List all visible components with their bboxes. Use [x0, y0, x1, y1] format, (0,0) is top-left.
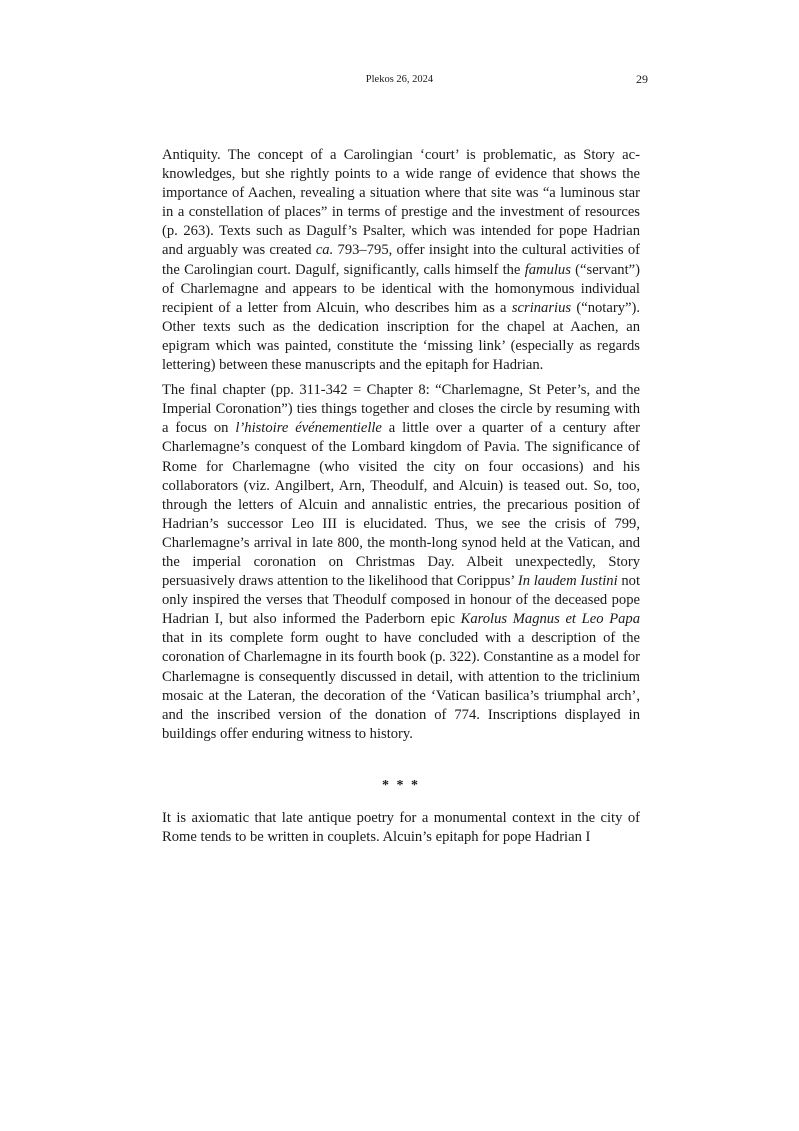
page-number: 29 — [636, 72, 648, 86]
italic-text: l’histoire événementielle — [235, 420, 382, 437]
running-head: Plekos 26, 2024 — [365, 74, 434, 85]
text-run: Antiquity. The concept of a Carolingian ‘court’ is problematic, as Story acknowledges, but she rightly points to a wide range of evidence that shows the importance of Aachen, revealing a situation where that site was “a luminous star in a constellation of places” in terms of prestige and the investment of resources (p. 263). Texts such as Dagulf’s Psalter, which was intended for pope Hadrian and arguably was created — [162, 147, 640, 259]
text-run: (“servant”) of Charlemagne and appears to be identical with the homonymous individual recipient of a letter from Alcuin, who describes him as a — [162, 261, 640, 316]
text-run: that in its complete form ought to have concluded with a description of the coronation of Charlemagne in its fourth book (p. 322). Constantine as a model for Charlemagne is consequently discussed in detail, with attention to the triclinium mosaic at the Lateran, the decoration of the ‘Vatican basilica’s triumphal arch’, and the inscribed version of the donation of 774. Inscriptions displayed in buildings offer enduring witness to history. — [162, 630, 640, 742]
paragraph — [162, 809, 640, 847]
text-run: It is axiomatic that late antique poetry for a monumental context in the city of Rome tends to be written in couplets. Alcuin’s epitaph for pope Hadrian I — [162, 810, 640, 846]
text-run: (“notary”). Other texts such as the dedication inscription for the chapel at Aachen, an epigram which was painted, constitute the ‘missing link’ (especially as regards lettering) between these manuscripts and the epitaph for Hadrian. — [162, 299, 640, 374]
italic-text: In laudem Iustini — [517, 573, 618, 590]
text-run: a little over a quarter of a century after Charlemagne’s conquest of the Lombard kingdom of Pavia. The significance of Rome for Charlemagne (who visited the city on four occasions) and his collaborators (viz. Angilbert, Arn, Theodulf, and Alcuin) is teased out. So, too, through the letters of Alcuin and annalistic entries, the precarious position of Hadrian’s successor Leo III is elucidated. Thus, we see the crisis of 799, Charlemagne’s arrival in late 800, the month-long synod held at the Vatican, and the imperial coronation on Christmas Day. Albeit unexpectedly, Story persuasively draws attention to the likelihood that Corippus’ — [162, 420, 641, 590]
text-run: 793–795, offer insight into the cultural activities of the Carolingian court. Dagulf, significantly, calls himself the — [162, 242, 640, 278]
italic-text: scrinarius — [511, 299, 572, 316]
section-separator: * * * — [382, 777, 420, 793]
paragraph — [162, 146, 640, 375]
text-run: The final chapter (pp. 311-342 = Chapter 8: “Charlemagne, St Peter’s, and the Imperial Coronation”) ties things together and closes the circle by resuming with a focus on — [162, 382, 640, 437]
body-text — [162, 146, 640, 847]
italic-text: Karolus Magnus et Leo Papa — [460, 611, 640, 628]
italic-text: famulus — [524, 261, 571, 278]
text-run: not only inspired the verses that Theodulf composed in honour of the deceased pope Hadrian I, but also informed the Paderborn epic — [162, 573, 641, 628]
paragraph — [162, 381, 640, 744]
italic-text: ca. — [315, 242, 334, 259]
